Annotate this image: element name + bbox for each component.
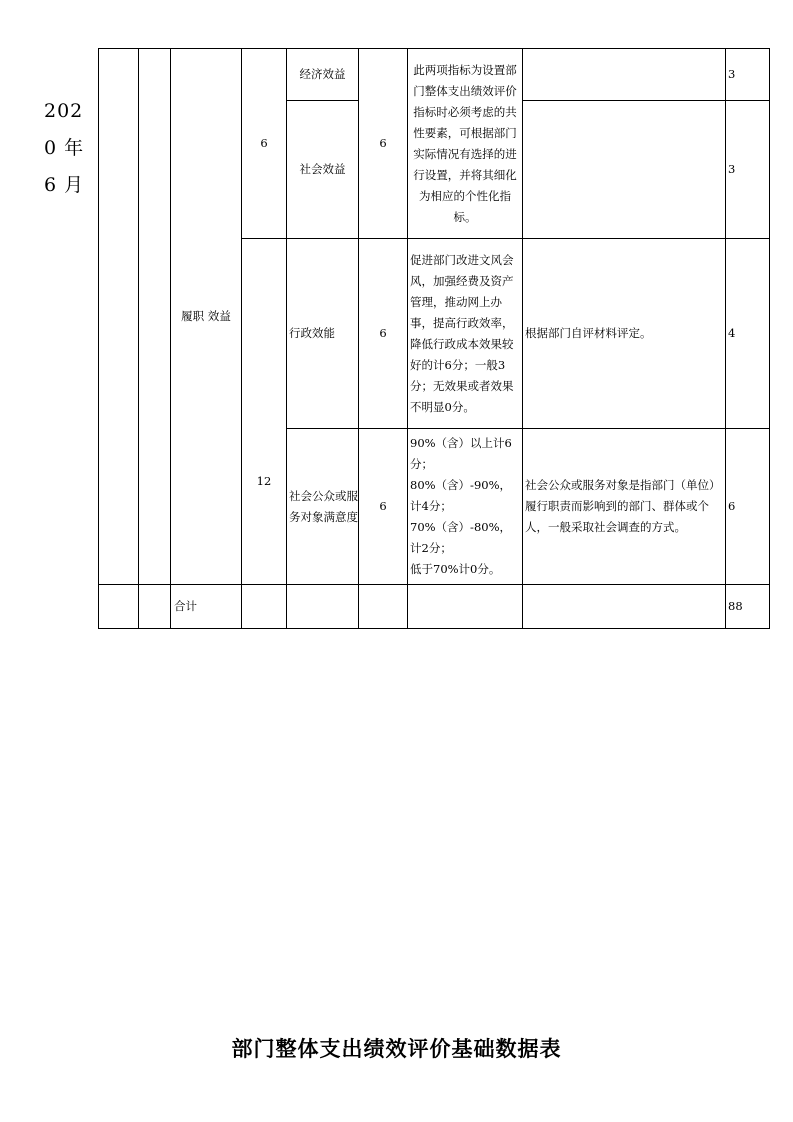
weight-satisfaction: 6 xyxy=(359,429,408,585)
standard-line: 80%（含）-90%，计4分； xyxy=(410,478,512,513)
side-date-line-3: 6 月 xyxy=(44,174,85,196)
empty-cell xyxy=(408,585,523,629)
standard-admin-efficiency: 促进部门改进文风会风，加强经费及资产管理，推动网上办事，提高行政效率，降低行政成本效果较好的计6分；一般3分；无效果或者效果不明显0分。 xyxy=(408,239,523,429)
total-score: 88 xyxy=(726,585,770,629)
score-admin-efficiency: 4 xyxy=(726,239,770,429)
total-label: 合计 xyxy=(171,585,242,629)
empty-cell xyxy=(523,585,726,629)
indicator-economic: 经济效益 xyxy=(287,49,359,101)
empty-cell xyxy=(99,49,139,585)
score-satisfaction: 6 xyxy=(726,429,770,585)
indicator-admin-efficiency: 行政效能 xyxy=(287,239,359,429)
empty-cell xyxy=(359,585,408,629)
empty-cell xyxy=(242,585,287,629)
shared-standard: 此两项指标为设置部门整体支出绩效评价指标时必须考虑的共性要素，可根据部门实际情况有选择的进行设置，并将其细化为相应的个性化指标。 xyxy=(408,49,523,239)
indicator-satisfaction: 社会公众或服务对象满意度 xyxy=(287,429,359,585)
indicator-social: 社会效益 xyxy=(287,101,359,239)
group-weight-b xyxy=(242,239,287,585)
table-row-total xyxy=(99,585,770,629)
group-weight-a: 6 xyxy=(242,49,287,239)
performance-table xyxy=(98,48,770,629)
empty-cell xyxy=(139,585,171,629)
table-row-economic xyxy=(99,49,770,101)
standard-line: 低于70%计0分。 xyxy=(410,562,501,576)
note-admin-efficiency: 根据部门自评材料评定。 xyxy=(523,239,726,429)
level1-indicator: 履职 效益 xyxy=(171,49,242,585)
score-economic: 3 xyxy=(726,49,770,101)
weight-admin-efficiency: 6 xyxy=(359,239,408,429)
standard-satisfaction xyxy=(408,429,523,585)
side-date-line-1: 202 xyxy=(44,100,84,122)
score-social: 3 xyxy=(726,101,770,239)
standard-line: 90%（含）以上计6分； xyxy=(410,436,512,471)
standard-line: 70%（含）-80%，计2分； xyxy=(410,520,512,555)
side-date-line-2: 0 年 xyxy=(44,137,85,159)
side-date xyxy=(44,93,90,204)
group-weight-b-value: 12 xyxy=(256,474,272,488)
empty-cell xyxy=(523,49,726,101)
empty-cell xyxy=(99,585,139,629)
empty-cell xyxy=(139,49,171,585)
note-satisfaction: 社会公众或服务对象是指部门（单位）履行职责而影响到的部门、群体或个人，一般采取社会调查的方式。 xyxy=(523,429,726,585)
shared-weight: 6 xyxy=(359,49,408,239)
empty-cell xyxy=(287,585,359,629)
empty-cell xyxy=(523,101,726,239)
page-title: 部门整体支出绩效评价基础数据表 xyxy=(231,1037,562,1061)
